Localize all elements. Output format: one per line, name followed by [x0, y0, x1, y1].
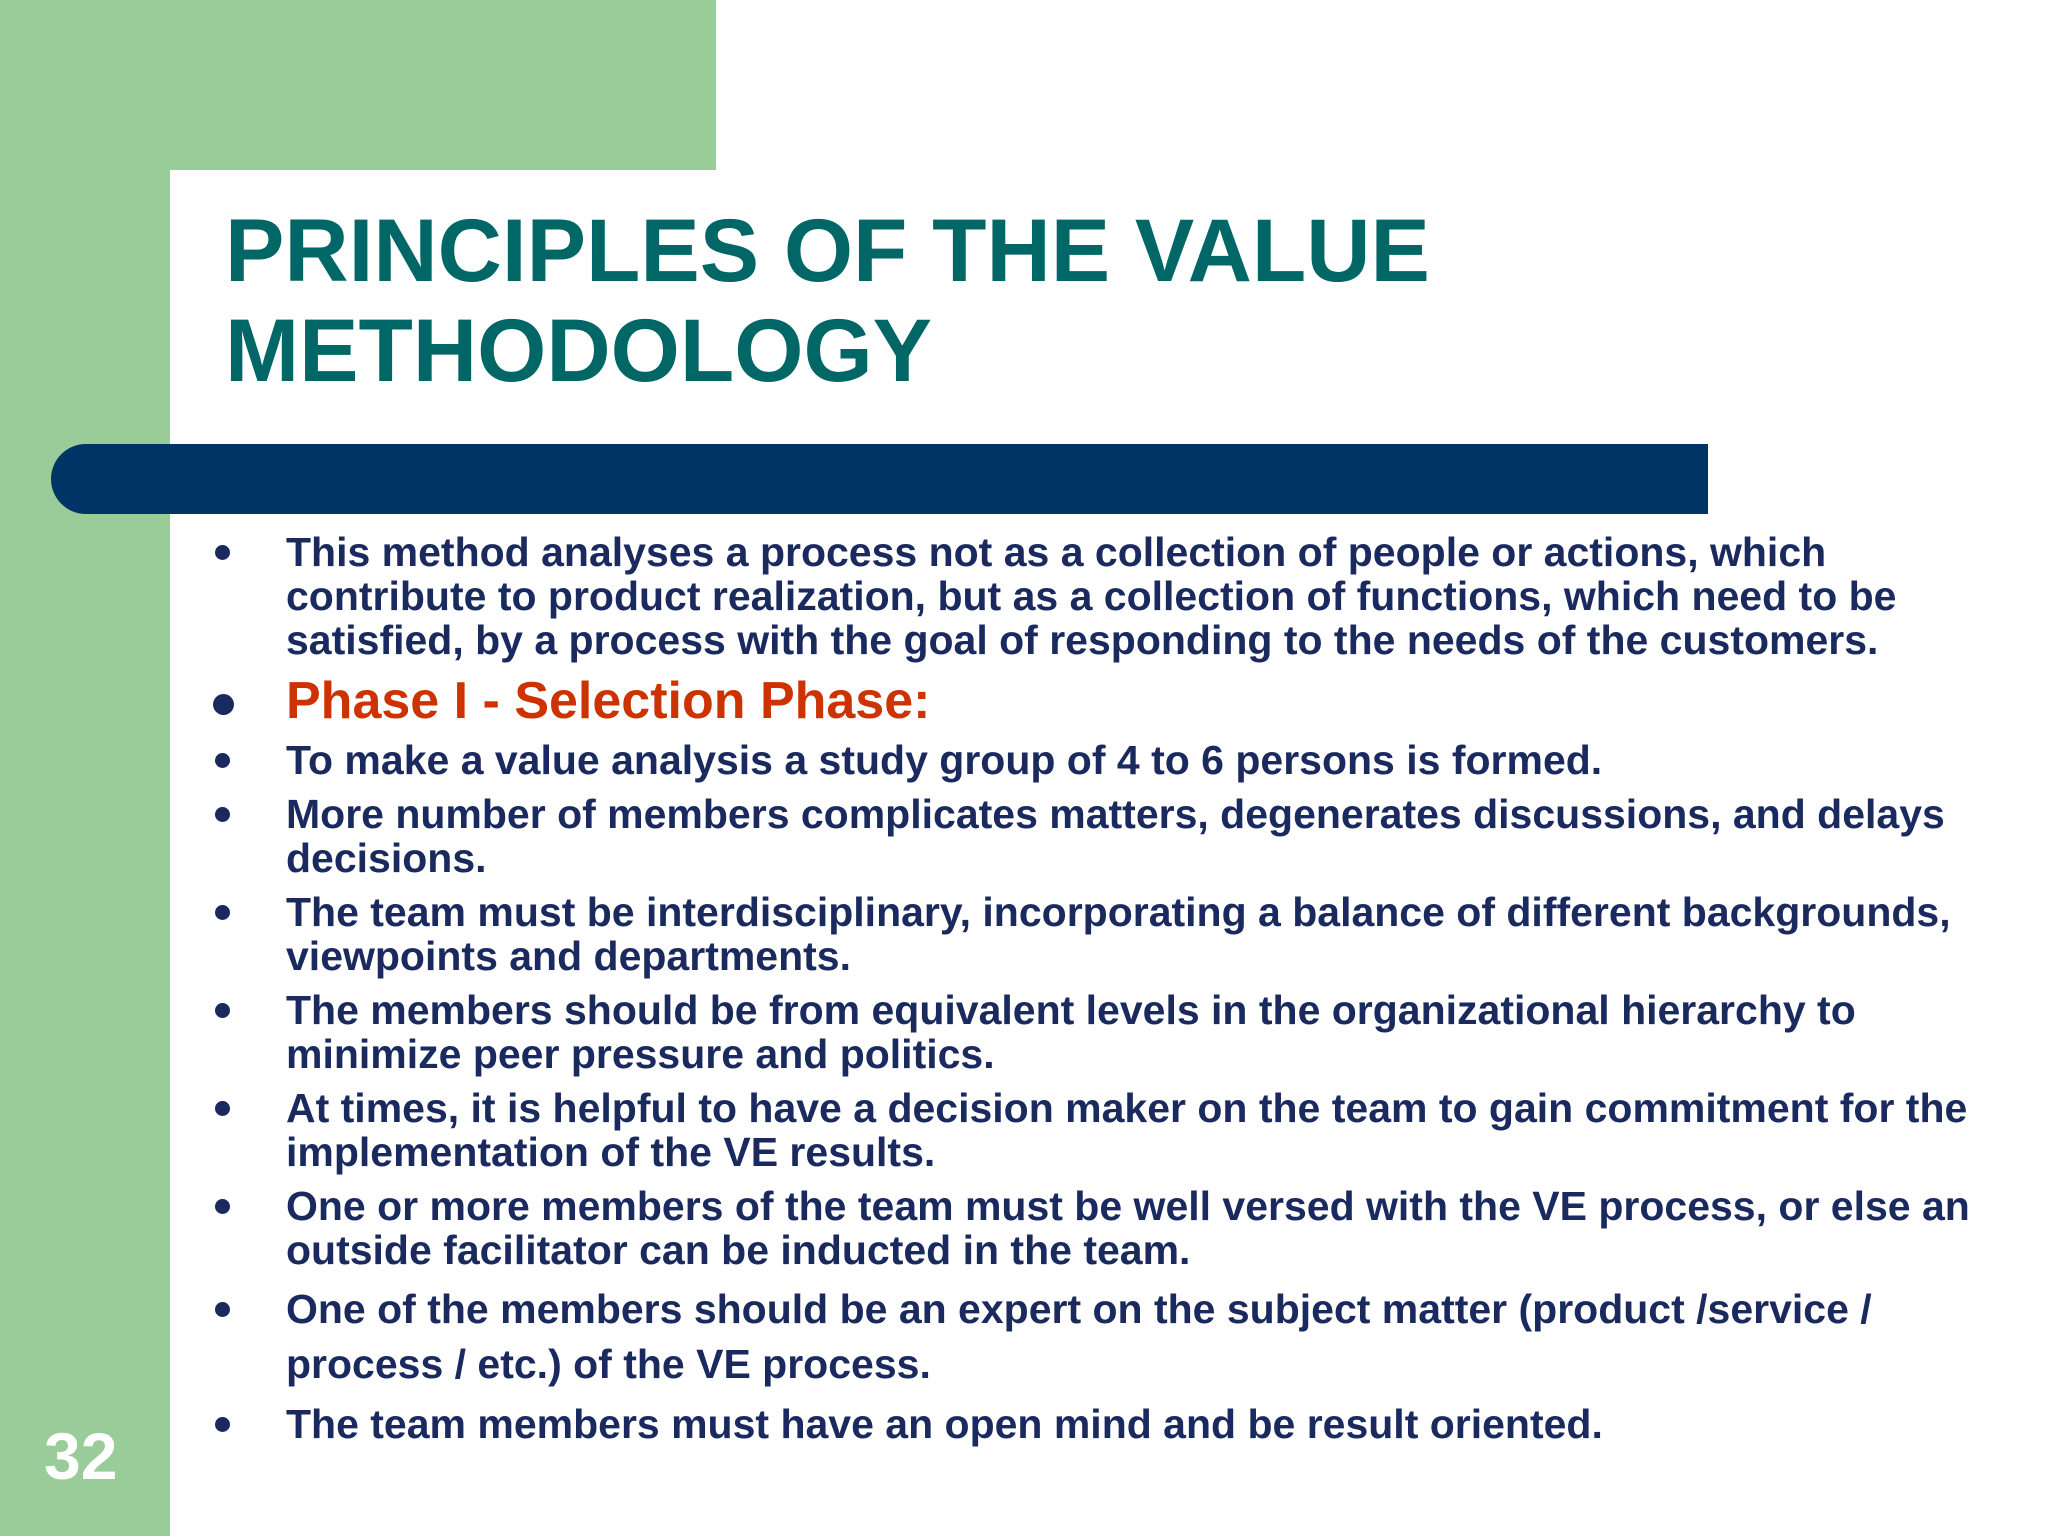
bullet-item	[205, 1402, 1985, 1446]
bullet-item	[205, 988, 1985, 1076]
bullet-dot-icon	[213, 694, 234, 715]
bullet-dot-icon	[215, 1101, 230, 1116]
bullet-text: One of the members should be an expert on the subject matter (product /service / process / etc.) of the VE process.	[286, 1286, 1872, 1387]
phase-heading	[205, 672, 1985, 730]
bullet-text: The team must be interdisciplinary, incorporating a balance of different backgrounds, viewpoints and departments.	[286, 889, 1951, 979]
page-number: 32	[44, 1419, 118, 1493]
bullet-text: The team members must have an open mind and be result oriented.	[286, 1401, 1603, 1447]
bullet-dot-icon	[215, 1199, 230, 1214]
bullet-text: This method analyses a process not as a collection of people or actions, which contribute to product realization, but as a collection of functions, which need to be satisfied, by a process with the goal of responding to the needs of the customers.	[286, 529, 1897, 663]
title-divider-bar	[51, 444, 1708, 514]
slide-title: PRINCIPLES OF THE VALUE METHODOLOGY	[225, 200, 1430, 400]
bullet-item	[205, 890, 1985, 978]
bullet-item	[205, 530, 1985, 662]
bullet-item	[205, 1086, 1985, 1174]
phase-heading-text: Phase I - Selection Phase:	[286, 672, 931, 730]
bullet-dot-icon	[215, 905, 230, 920]
bullet-text: To make a value analysis a study group of 4 to 6 persons is formed.	[286, 737, 1603, 783]
bullet-text: At times, it is helpful to have a decision maker on the team to gain commitment for the implementation of the VE results.	[286, 1085, 1968, 1175]
bullet-list	[205, 530, 1985, 1456]
top-green-band	[0, 0, 716, 170]
bullet-dot-icon	[215, 753, 230, 768]
bullet-item	[205, 1184, 1985, 1272]
left-green-band	[0, 0, 170, 1536]
bullet-dot-icon	[215, 1417, 230, 1432]
bullet-item	[205, 1282, 1985, 1392]
bullet-text: More number of members complicates matters, degenerates discussions, and delays decisions.	[286, 791, 1945, 881]
bullet-item	[205, 738, 1985, 782]
bullet-dot-icon	[215, 545, 230, 560]
bullet-text: One or more members of the team must be well versed with the VE process, or else an outside facilitator can be inducted in the team.	[286, 1183, 1970, 1273]
bullet-dot-icon	[215, 1302, 230, 1317]
bullet-dot-icon	[215, 1003, 230, 1018]
bullet-dot-icon	[215, 807, 230, 822]
bullet-text: The members should be from equivalent levels in the organizational hierarchy to minimize peer pressure and politics.	[286, 987, 1856, 1077]
bullet-item	[205, 792, 1985, 880]
